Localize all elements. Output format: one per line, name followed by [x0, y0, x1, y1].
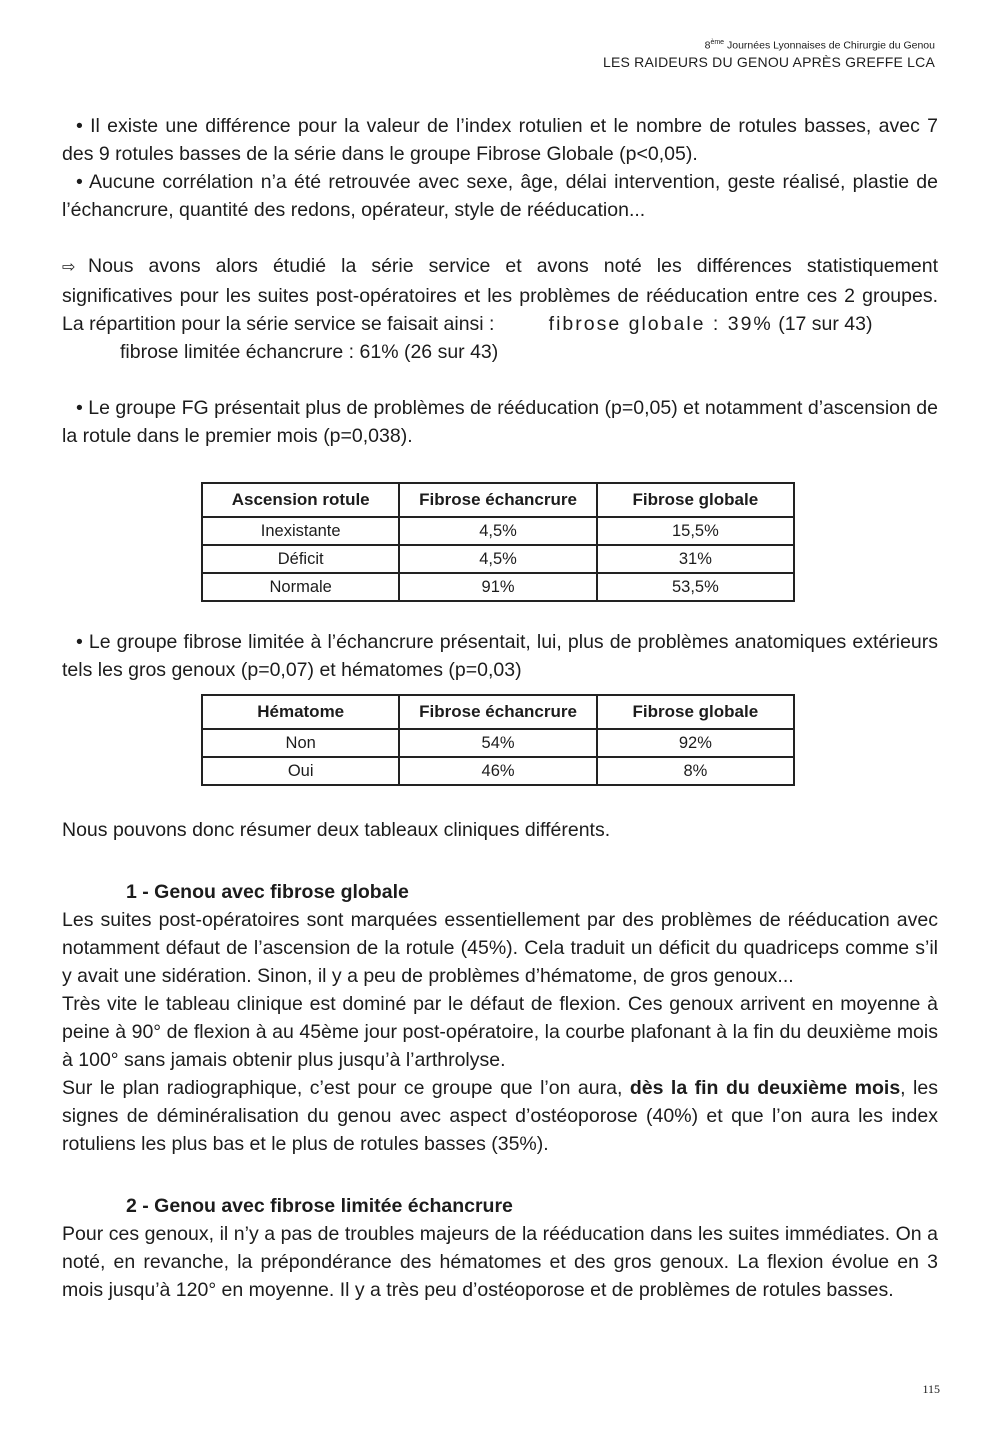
table-cell: 54%: [399, 729, 596, 757]
limited-paragraph: • Le groupe fibrose limitée à l’échancrure présentait, lui, plus de problèmes anatomiques extérieurs tels les gros genoux (p=0,07) et hématomes (p=0,03): [62, 631, 938, 681]
conference-title: [603, 36, 935, 53]
table-header-cell: Fibrose échancrure: [399, 695, 596, 729]
conference-ordinal-suffix: ème: [710, 39, 725, 46]
page-number: 115: [922, 1382, 940, 1396]
global-share: fibrose globale : 39%: [548, 313, 773, 335]
table-row: [202, 545, 794, 573]
table-header-cell: Fibrose échancrure: [399, 483, 596, 517]
table-cell: Déficit: [202, 545, 399, 573]
section-1-p3-emphasis: dès la fin du deuxième mois: [629, 1077, 901, 1099]
conference-ordinal: 8: [704, 39, 711, 52]
table-header-cell: Fibrose globale: [597, 483, 794, 517]
table-header-cell: Hématome: [202, 695, 399, 729]
section-2-paragraph-1: Pour ces genoux, il n’y a pas de troubles majeurs de la rééducation dans les suites immédiates. On a noté, en revanche, la prépondérance des hématomes et des gros genoux. La flexion évolue en 3 mois jusqu’à 120° en moyenne. Il y a très peu d’ostéoporose et de problèmes de rotules basses.: [62, 1223, 938, 1301]
table-cell: Non: [202, 729, 399, 757]
arrow-right-icon: ⇨: [62, 259, 76, 276]
limited-block: [62, 628, 938, 684]
conclusion-block: [62, 816, 938, 1304]
table-cell: 53,5%: [597, 573, 794, 601]
table-cell: Inexistante: [202, 517, 399, 545]
fg-paragraph: • Le groupe FG présentait plus de problèmes de rééducation (p=0,05) et notamment d’ascension de la rotule dans le premier mois (p=0,038).: [62, 397, 938, 447]
table-cell: Oui: [202, 757, 399, 785]
global-count: (17 sur 43): [778, 313, 873, 335]
table-cell: 4,5%: [399, 517, 596, 545]
section-1-p3-end: , les signes de déminéralisation du genou avec aspect d’ostéoporose (40%) et que l’on aura les index rotuliens les plus bas et le plus de rotules basses (35%).: [62, 1077, 938, 1155]
section-1-paragraph-2: Très vite le tableau clinique est dominé par le défaut de flexion. Ces genoux arrivent en moyenne à peine à 90° de flexion à au 45ème jour post-opératoire, la courbe plafonant à la fin du deuxième mois à 100° sans jamais obtenir plus jusqu’à l’arthrolyse.: [62, 993, 938, 1071]
table-cell: 31%: [597, 545, 794, 573]
table-header-cell: Ascension rotule: [202, 483, 399, 517]
section-1-paragraph-1: Les suites post-opératoires sont marquées essentiellement par des problèmes de rééducation avec notamment défaut de l’ascension de la rotule (45%). Cela traduit un déficit du quadriceps comme s’il y avait une sidération. Sinon, il y a peu de problèmes d’hématome, de gros genoux...: [62, 909, 938, 987]
table-header-row: [202, 695, 794, 729]
chapter-title: LES RAIDEURS DU GENOU APRÈS GREFFE LCA: [602, 53, 935, 70]
intro-bullet-2: • Aucune corrélation n’a été retrouvée avec sexe, âge, délai intervention, geste réalisé, plastie de l’échancrure, quantité des redons, opérateur, style de rééducation...: [62, 171, 938, 221]
service-paragraph: [62, 252, 938, 338]
table-cell: 92%: [597, 729, 794, 757]
table-cell: 91%: [399, 573, 596, 601]
table-header-cell: Fibrose globale: [597, 695, 794, 729]
table-row: [202, 729, 794, 757]
section-2-heading: 2 - Genou avec fibrose limitée échancrure: [126, 1195, 513, 1217]
summary-text: Nous pouvons donc résumer deux tableaux cliniques différents.: [62, 819, 611, 841]
conference-name: Journées Lyonnaises de Chirurgie du Genou: [724, 39, 935, 52]
section-1-p3-start: Sur le plan radiographique, c’est pour ce groupe que l’on aura,: [62, 1077, 630, 1099]
table-row: [202, 573, 794, 601]
table-cell: 4,5%: [399, 545, 596, 573]
table-cell: 8%: [597, 757, 794, 785]
table-row: [202, 757, 794, 785]
running-header: [603, 36, 935, 71]
intro-bullet-1: • Il existe une différence pour la valeur de l’index rotulien et le nombre de rotules basses, avec 7 des 9 rotules basses de la série dans le groupe Fibrose Globale (p<0,05).: [62, 115, 938, 165]
section-1-paragraph-3: [62, 1074, 938, 1158]
service-text: Nous avons alors étudié la série service et avons noté les différences statistiquement significatives pour les suites post-opératoires et les problèmes de rééducation entre ces 2 groupes. La répartition pour la série service se faisait ainsi :: [62, 255, 938, 335]
ascension-table: [201, 482, 795, 602]
table-row: [202, 517, 794, 545]
table-header-row: [202, 483, 794, 517]
intro-block: [62, 112, 938, 450]
limited-share: fibrose limitée échancrure : 61% (26 sur 43): [120, 341, 499, 363]
table-cell: 46%: [399, 757, 596, 785]
table-cell: Normale: [202, 573, 399, 601]
table-cell: 15,5%: [597, 517, 794, 545]
hematome-table: [201, 694, 795, 786]
section-1-heading: 1 - Genou avec fibrose globale: [126, 881, 409, 903]
